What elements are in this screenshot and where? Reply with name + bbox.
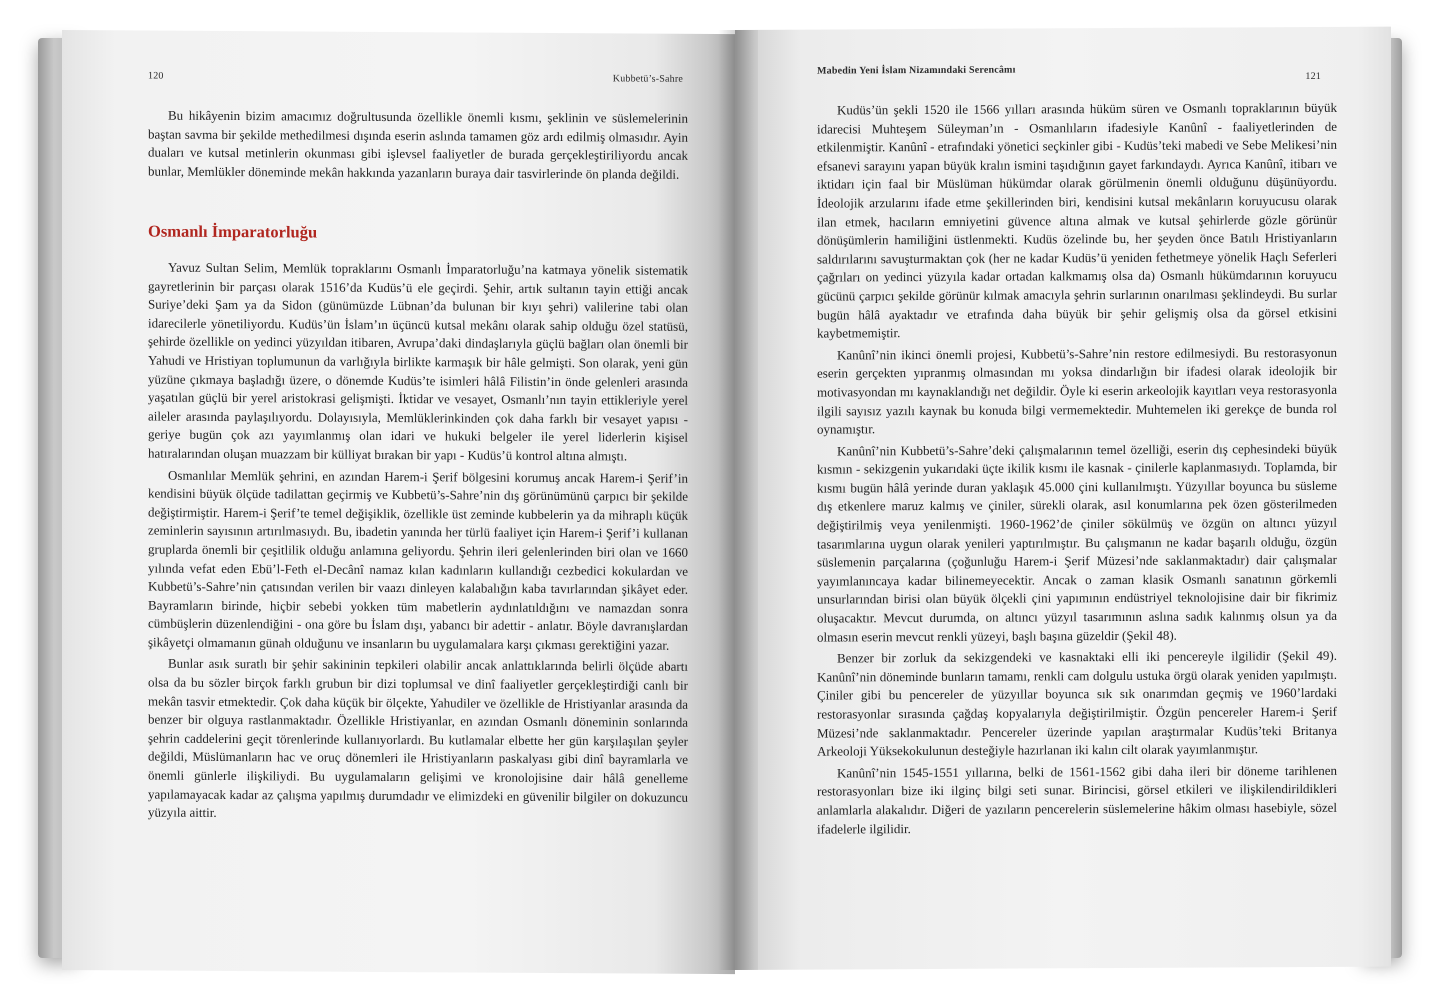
intro-paragraph: Bu hikâyenin bizim amacımız doğrultusunda özellikle önemli kısmı, şeklinin ve süslemelerinin baştan savma bir şekilde methedilmesi dışında eserin aslında tamamen göz ardı edilmiş olmasıdır. Ayin duaları ve kutsal metinlerin okunması gibi işlevsel faaliyetler de burada gerçekleştiriliyordu ancak bunlar, Memlükler döneminde mekân hakkında yazanların buraya dair tasvirlerinde ön planda değildi. [148,107,688,182]
left-running-title: Kubbetü’s-Sahre [612,73,683,85]
paragraph: Kanûnî’nin Kubbetü’s-Sahre’deki çalışmalarının temel özelliği, eserin dış cephesindeki büyük kısmın - sekizgenin yukarıdaki üçte ikilik kısmı ile kasnak - çinilerle kaplanmasıydı. Toplamda, bir kısmı bugün hâlâ yerinde duran yaklaşık 45.000 çini kullanılmıştı. Yüzyıllar boyunca bu süsleme dış etkenlere maruz kalmış ve çiniler, sürekli olarak, asıl konumlarına pek özen gösterilmeden değiştirilmiş veya yenilenmişti. 1960-1962’de çiniler sökülmüş ve özgün on altıncı yüzyıl tasarımlarına uygun olarak yenileri yaptırılmıştır. Bu çalışmanın ne kadar başarılı olduğu, özgün süslemenin parçalarına (çoğunluğu Harem-i Şerif Müzesi’nde saklanmaktadır) dair çalışmalar yayımlanıncaya kadar bilinemeyecektir. Ancak o zaman klasik Osmanlı sanatının görkemli unsurlarından birisi olan büyük ölçekli çini yapımının endüstriyel teknolojisine dair bir fikrimiz oluşacaktır. Mevcut durumda, on altıncı yüzyıl tasarımının aslına sadık kalınmış olsun ya da olmasın eserin mevcut renkli yüzeyi, başlı başına güzeldir (Şekil 48). [817,440,1337,645]
left-intro [148,107,688,188]
section-heading: Osmanlı İmparatorluğu [148,221,318,242]
left-page [62,30,735,974]
paragraph: Benzer bir zorluk da sekizgendeki ve kasnaktaki elli iki pencereyle ilgilidir (Şekil 49). Kanûnî’nin döneminde bunların tamamı, renkli cam dolgulu ustuka örgü olarak yeniden yapılmıştı. Çiniler gibi bu pencereler de yüzyıllar boyunca sık sık onarımdan geçmiş ve 1960’lardaki restorasyonlar sırasında çağdaş kopyalarıyla değiştirilmiştir. Özgün pencereler Harem-i Şerif Müzesi’nde saklanmaktadır. Pencereler üzerinde yapılan araştırmalar Kudüs’teki Britanya Arkeoloji Yüksekokulunun desteğiyle hazırlanan iki kalın cilt olarak yayımlanmıştır. [817,648,1337,759]
paragraph: Yavuz Sultan Selim, Memlük topraklarını Osmanlı İmparatorluğu’na katmaya yönelik sistematik gayretlerinin bir parçası olarak 1516’da Kudüs’ü ele geçirdi. Şehir, artık sultanın tayin ettiği ancak Suriye’deki Şam ya da Sidon (günümüzde Lübnan’da bulunan bir kıyı şehri) valilerine tabi olan idarecilerle yönetiliyordu. Kudüs’ün İslam’ın üçüncü kutsal mekânı olarak sahip olduğu özel statüsü, şehirde özellikle on yedinci yüzyıldan itibaren, Avrupa’daki dindaşlarıyla güçlü bağları olan önemli bir Yahudi ve Hristiyan toplumunun da varlığıyla birlikte karmaşık bir hâle gelmişti. Son olarak, yeni gün yüzüne çıkmaya başladığı üzere, o dönemde Kudüs’te isimleri hâlâ Filistin’in önde gelenleri arasında yaşatılan güçlü bir yerel aristokrasi gelişmişti. İktidar ve vesayet, Osmanlı’nın tayin ettikleriyle yerel aileler arasında paylaşılıyordu. Dolayısıyla, Memlüklerinkinden çok daha farklı bir vesayet yapısı - geriye bugün çok azı yayımlanmış olan idari ve hukuki belgeler ile yerel liderlerin kişisel hatıralarından oluşan muazzam bir külliyat bırakan bir yapı - Kudüs’ü kontrol altına almıştı. [148,259,688,464]
paragraph: Kudüs’ün şekli 1520 ile 1566 yılları arasında hüküm süren ve Osmanlı topraklarının büyük idarecisi Muhteşem Süleyman’ın - Osmanlıların ifadesiyle Kanûnî - faaliyetlerinden de etkilenmiştir. Kanûnî - etrafındaki yönetici seçkinler gibi - Kudüs’teki mabedi ve Sebe Melikesi’nin efsanevi sarayını yapan büyük kralın ismini taşıdığının gayet farkındaydı. Ayrıca Kanûnî, itibarı ve iktidarı için faal bir Müslüman hükümdar olarak görülmenin önemli olduğunu düşünüyordu. İdeolojik arzularını ifade etme şekillerinden biri, kendisini kutsal mekânların koruyucusu olarak ilan etmek, hacıların emniyetini güvence altına almak ve kutsal şehirlerde gözle görünür dönüşümlerin hamiliğini üstlenmekti. Kudüs özelinde bu, her şeyden önce Batılı Hristiyanların saldırılarını savuşturmaktan çok (her ne kadar Kudüs’ü yeniden fethetmeye yönelik Haçlı Seferleri çağrıları on yedinci yüzyıla kadar ortadan kalkmamış olsa da) Osmanlı hükümdarının koruyucu gücünü çarpıcı şekilde görünür kılmak amacıyla şehrin surlarının onarılması şeklindeydi. Bu surlar bugün hâlâ ayaktadır ve etrafında daha büyük bir şehir gelişmiş olsa da görsel etkisini kaybetmemiştir. [817,99,1337,341]
paragraph: Bunlar asık suratlı bir şehir sakininin tepkileri olabilir ancak anlattıklarında belirli ölçüde abartı olsa da bu sözler birçok farklı grubun bir dizi toplumsal ve dinî faaliyetler gerçekleştirdiği canlı bir mekân tasvir etmektedir. Çok daha küçük bir ölçekte, Yahudiler ve özellikle de Hristiyanlar arasında da benzer bir olguya rastlanmaktadır. Özellikle Hristiyanlar, en azından Osmanlı döneminin sonlarında şehrin caddelerini geçit törenlerinde kullanıyorlardı. Bu kutlamalar elbette her gün karşılaşılan şeyler değildi, Müslümanların hac ve oruç dönemleri ile Hristiyanların paskalyası gibi dinî bayramlarla ve önemli günlerle ilişkiliydi. Bu uygulamaların gelişimi ve kronolojisine dair hâlâ genelleme yapılamayacak kadar az çalışma yapılmış durumdadır ve elimizdeki en güvenilir bilgiler on dokuzuncu yüzyıla aittir. [148,656,688,821]
book-gutter [718,30,758,970]
right-body [817,99,1337,842]
paragraph: Osmanlılar Memlük şehrini, en azından Harem-i Şerif bölgesini korumuş ancak Harem-i Şerif’in kendisini büyük ölçüde tadilattan geçirmiş ve Kubbetü’s-Sahre’nin dış görünümünü çarpıcı bir şekilde değiştirmiştir. Harem-i Şerif’te temel değişiklik, özellikle üst zeminde kubbelerin ya da mihraplı küçük zeminlerin sayısının artırılmasıydı. Bu, ibadetin yanında her türlü faaliyet için Harem-i Şerif’i kullanan gruplarda önemli bir çeşitlilik olduğu anlamına geliyordu. Şehrin ileri gelenlerinden biri olan ve 1660 yılında vefat eden Ebü’l-Feth el-Decânî namaz kılan kadınların kullandığı cezbedici kokulardan ve Kubbetü’s-Sahre’nin çatısından verilen bir vaazı dinleyen kalabalığın kaba tavırlarından şikâyet eder. Bayramların birinde, hiçbir sebebi yokken tüm mabetlerin aydınlatıldığını ve namazdan sonra cümbüşlerin düzenlendiğini - ona göre bu İslam dışı, yabancı bir adettir - anlatır. Böyle davranışlardan şikâyetçi olmamanın günah olduğunu ve insanların bu uygulamalara karşı çıkması gerektiğini yazar. [148,467,688,653]
right-page [735,27,1391,970]
left-page-number: 120 [148,70,164,82]
right-running-title: Mabedin Yeni İslam Nizamındaki Serencâmı [817,64,1016,77]
open-book [28,22,1410,970]
left-body [148,259,688,829]
paragraph: Kanûnî’nin ikinci önemli projesi, Kubbetü’s-Sahre’nin restore edilmesiydi. Bu restorasyonun eserin gerçekten yıpranmış olmasından mı yoksa dindarlığın bir ifadesi olarak ideolojik bir motivasyondan mı kaynaklandığı net değildir. Öyle ki eserin arkeolojik kayıtları veya restorasyonla ilgili sayısız yazılı kaynak bu konuda bilgi vermemektedir. Muhtemelen iki gerekçe de bunda rol oynamıştır. [817,344,1337,437]
paragraph: Kanûnî’nin 1545-1551 yıllarına, belki de 1561-1562 gibi daha ileri bir döneme tarihlenen restorasyonları bize iki ilginç bilgi seti sunar. Birincisi, görsel etkileri ve ilişkilendirildikleri anlamlarla alakalıdır. Diğeri de yazıların pencerelerin süslemelerine hâkim olması hasebiyle, sözel ifadelerle ilgilidir. [817,762,1337,837]
right-page-number: 121 [1305,70,1321,83]
